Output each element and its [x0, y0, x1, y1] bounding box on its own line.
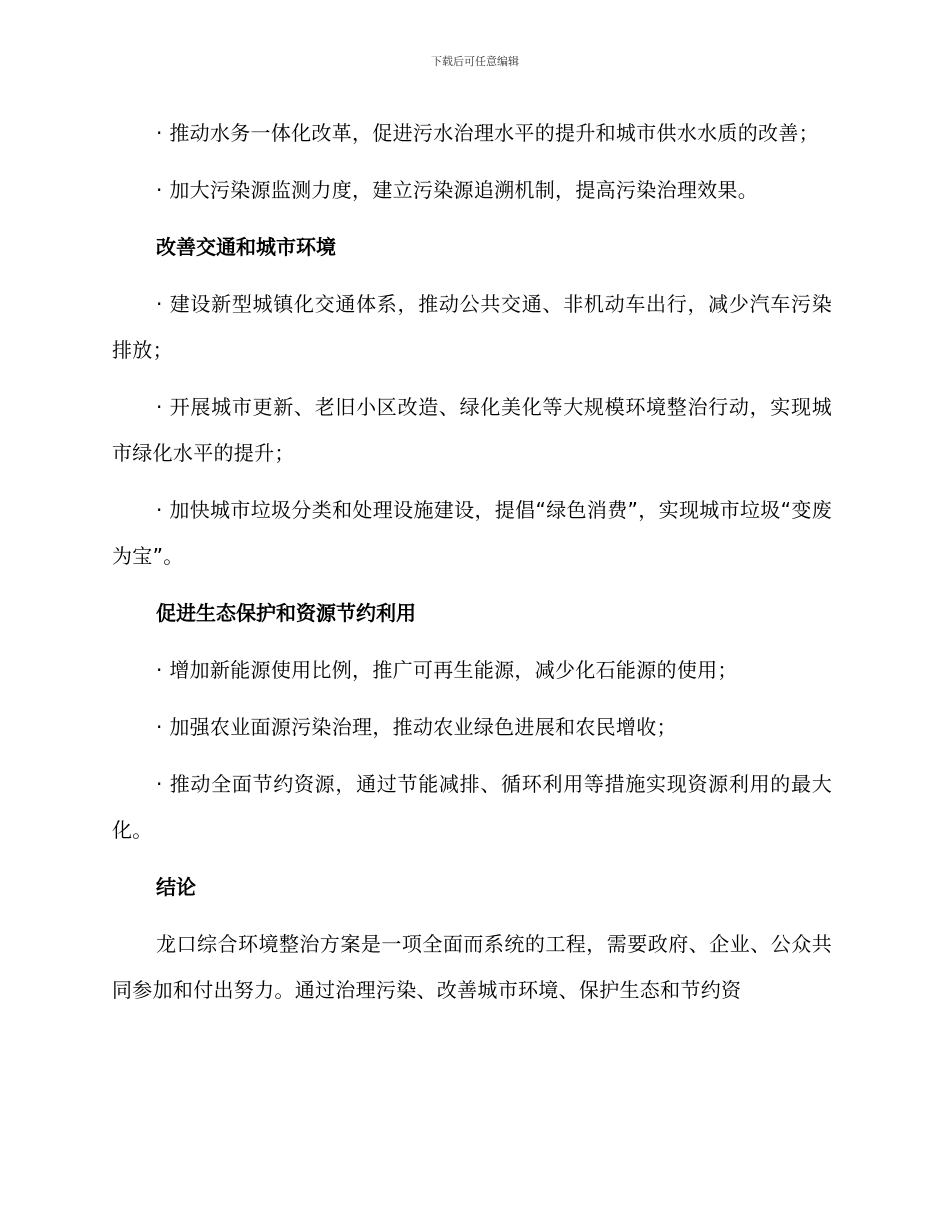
- bullet-paragraph: · 加强农业面源污染治理，推动农业绿色进展和农民增收；: [156, 715, 677, 739]
- bullet-paragraph: · 增加新能源使用比例，推广可再生能源，减少化石能源的使用；: [156, 658, 738, 682]
- bullet-paragraph: · 推动水务一体化改革，促进污水治理水平的提升和城市供水水质的改善；: [156, 121, 819, 145]
- bullet-paragraph: · 建设新型城镇化交通体系，推动公共交通、非机动车出行，减少汽车污染排放；: [112, 292, 832, 362]
- page-header-note: 下载后可任意编辑: [431, 55, 519, 68]
- bullet-paragraph: · 加快城市垃圾分类和处理设施建设，提倡“绿色消费”，实现城市垃圾“变废为宝”。: [112, 498, 832, 568]
- section-heading: 促进生态保护和资源节约利用: [156, 601, 416, 625]
- section-heading: 结论: [156, 875, 196, 899]
- bullet-paragraph: · 推动全面节约资源，通过节能减排、循环利用等措施实现资源利用的最大化。: [112, 772, 832, 842]
- document-body: [112, 110, 832, 1024]
- body-paragraph: 龙口综合环境整治方案是一项全面而系统的工程，需要政府、企业、公众共同参加和付出努力。通过治理污染、改善城市环境、保护生态和节约资: [112, 932, 832, 1002]
- bullet-paragraph: · 加大污染源监测力度，建立污染源追溯机制，提高污染治理效果。: [156, 178, 759, 202]
- section-heading: 改善交通和城市环境: [156, 235, 336, 259]
- bullet-paragraph: · 开展城市更新、老旧小区改造、绿化美化等大规模环境整治行动，实现城市绿化水平的提升；: [112, 395, 832, 465]
